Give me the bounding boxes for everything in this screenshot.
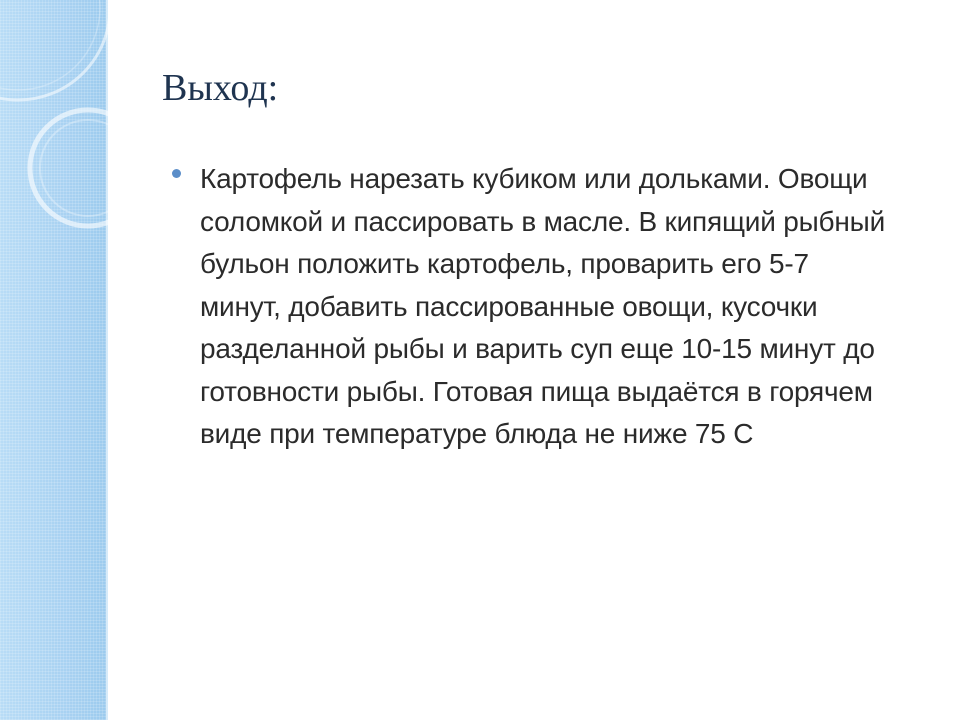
- decorative-ring-large-inner: [0, 0, 100, 90]
- bullet-list: [172, 158, 892, 456]
- bullet-dot-icon: [172, 169, 181, 178]
- decorative-ring-small-inner: [40, 120, 108, 216]
- slide-title: Выход:: [162, 67, 279, 109]
- decorative-ring-large: [0, 0, 108, 100]
- list-item: [172, 158, 892, 456]
- decorative-rings: [0, 0, 108, 240]
- bullet-text: Картофель нарезать кубиком или дольками. Овощи соломкой и пассировать в масле. В кипящий рыбный бульон положить картофель, проварить его 5-7 минут, добавить пассированные овощи, кусочки разделанной рыбы и варить суп еще 10-15 минут до готовности рыбы. Готовая пища выдаётся в горячем виде при температуре блюда не ниже 75 С: [200, 163, 886, 449]
- decorative-ring-small: [30, 110, 108, 226]
